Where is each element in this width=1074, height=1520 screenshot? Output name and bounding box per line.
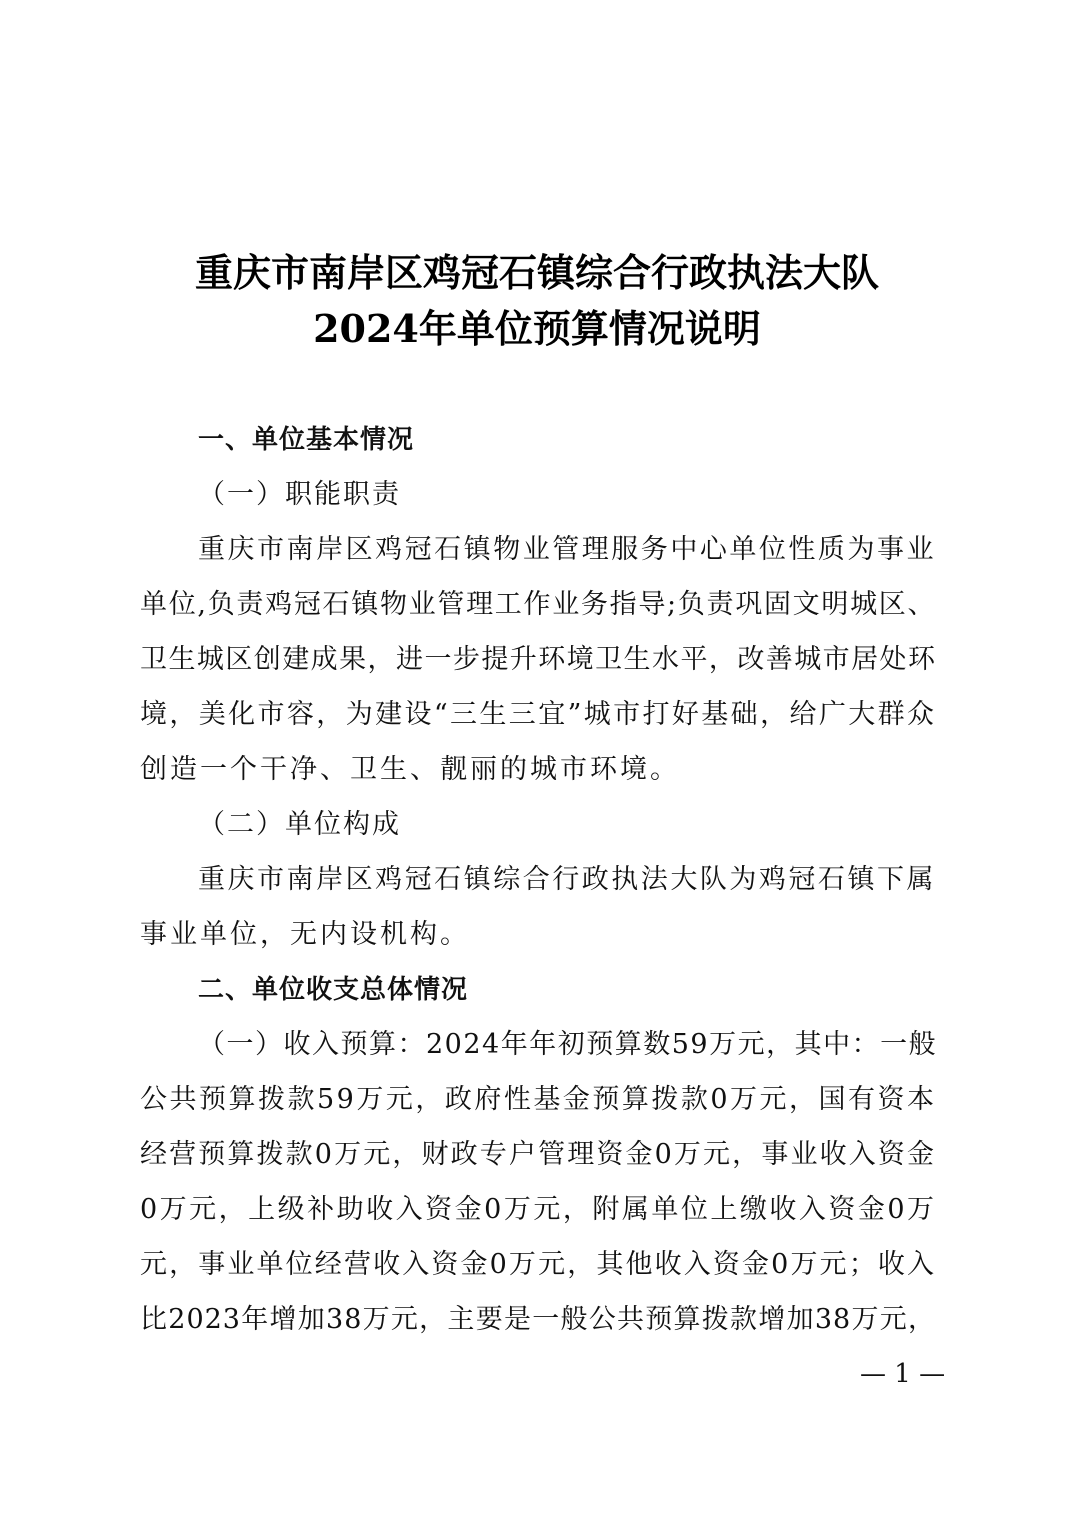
paragraph-line: 事业单位，无内设机构。 (140, 919, 470, 950)
page-number: — 1 — (860, 1359, 946, 1389)
document-title-line1: 重庆市南岸区鸡冠石镇综合行政执法大队 (194, 250, 879, 295)
subsection-heading-composition: （二）单位构成 (198, 809, 401, 840)
paragraph-line: 经营预算拨款0万元，财政专户管理资金0万元，事业收入资金 (140, 1139, 936, 1170)
paragraph-line: （一）收入预算：2024年年初预算数59万元，其中：一般 (198, 1029, 938, 1060)
paragraph-line: 重庆市南岸区鸡冠石镇物业管理服务中心单位性质为事业 (198, 534, 936, 565)
paragraph-line: 0万元，上级补助收入资金0万元，附属单位上缴收入资金0万 (140, 1194, 937, 1225)
paragraph-line: 境，美化市容，为建设“三生三宜”城市打好基础，给广大群众 (140, 699, 936, 730)
subsection-heading-duties: （一）职能职责 (198, 479, 401, 510)
paragraph-line: 重庆市南岸区鸡冠石镇综合行政执法大队为鸡冠石镇下属 (198, 864, 936, 895)
paragraph-line: 创造一个干净、卫生、靓丽的城市环境。 (140, 754, 680, 785)
paragraph-line: 单位,负责鸡冠石镇物业管理工作业务指导;负责巩固文明城区、 (140, 589, 936, 620)
paragraph-line: 比2023年增加38万元，主要是一般公共预算拨款增加38万元， (140, 1304, 936, 1335)
section-heading-basic-info: 一、单位基本情况 (198, 425, 415, 455)
paragraph-line: 公共预算拨款59万元，政府性基金预算拨款0万元，国有资本 (140, 1084, 937, 1115)
paragraph-line: 卫生城区创建成果，进一步提升环境卫生水平，改善城市居处环 (140, 644, 936, 675)
section-heading-revenue-expenditure: 二、单位收支总体情况 (198, 975, 469, 1005)
paragraph-line: 元，事业单位经营收入资金0万元，其他收入资金0万元；收入 (140, 1249, 936, 1280)
document-title-line2: 2024年单位预算情况说明 (313, 306, 761, 351)
